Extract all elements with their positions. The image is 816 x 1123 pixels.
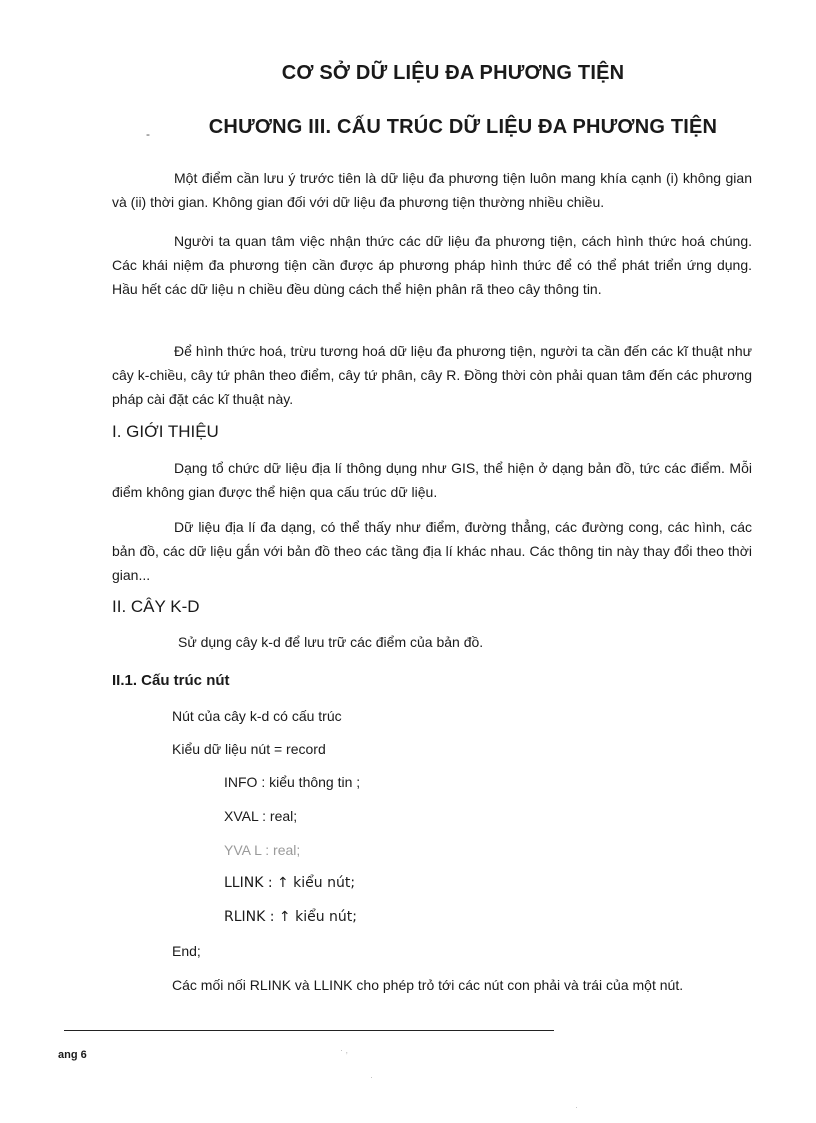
scan-mark: - [146,127,150,141]
record-definition: Kiểu dữ liệu nút = record [172,741,326,757]
scan-speck: · , [340,1045,348,1055]
footer-divider [64,1030,554,1031]
field-llink: LLINK : ↑ kiểu nút; [224,875,356,891]
node-structure-desc: Nút của cây k-d có cấu trúc [172,708,342,724]
field-rlink: RLINK : ↑ kiểu nút; [224,909,357,925]
document-title: CƠ SỞ DỮ LIỆU ĐA PHƯƠNG TIỆN [281,62,625,84]
intro-paragraph-2: Người ta quan tâm việc nhận thức các dữ liệu đa phương tiện, cách hình thức hoá chúng. Các khái niệm đa phương tiện cần được áp phương pháp hình thức để có thể phát triển ứng dụng. Hầu hết các dữ liệu n chiều đều dùng cách thể hiện phân rã theo cây thông tin. [112,233,752,297]
section1-paragraph-2: Dữ liệu địa lí đa dạng, có thể thấy như điểm, đường thẳng, các đường cong, các hình, các bản đồ, các dữ liệu gắn với bản đồ theo các tầng địa lí khác nhau. Các thông tin này thay đổi theo thời gian... [112,519,752,583]
field-info: INFO : kiểu thông tin ; [224,774,361,790]
intro-paragraph-3: Để hình thức hoá, trừu tương hoá dữ liệu đa phương tiện, người ta cần đến các kĩ thuật như cây k-chiều, cây tứ phân theo điểm, cây tứ phân, cây R. Đồng thời còn phải quan tâm đến các phương pháp cài đặt các kĩ thuật này. [112,343,752,407]
intro-paragraph-1: Một điểm cần lưu ý trước tiên là dữ liệu đa phương tiện luôn mang khía cạnh (i) không gian và (ii) thời gian. Không gian đối với dữ liệu đa phương tiện thường nhiều chiều. [112,170,752,210]
section-heading-intro: I. GIỚI THIỆU [112,422,219,441]
scan-speck: · [370,1072,373,1082]
chapter-title: CHƯƠNG III. CẤU TRÚC DỮ LIỆU ĐA PHƯƠNG TIỆN [208,116,718,138]
section-heading-kd-tree: II. CÂY K-D [112,597,200,616]
record-end: End; [172,943,201,959]
section2-intro: Sử dụng cây k-d để lưu trữ các điểm của bản đồ. [178,634,484,650]
field-yval: YVA L : real; [224,842,301,858]
subsection-heading-node-structure: II.1. Cấu trúc nút [112,672,230,689]
field-xval: XVAL : real; [224,808,298,824]
scan-speck: · [575,1102,578,1112]
links-summary: Các mối nối RLINK và LLINK cho phép trỏ tới các nút con phải và trái của một nút. [172,977,684,993]
section1-paragraph-1: Dạng tổ chức dữ liệu địa lí thông dụng như GIS, thể hiện ở dạng bản đồ, tức các điểm. Mỗi điểm không gian được thể hiện qua cấu trúc dữ liệu. [112,460,752,500]
page-number: ang 6 [58,1049,87,1061]
